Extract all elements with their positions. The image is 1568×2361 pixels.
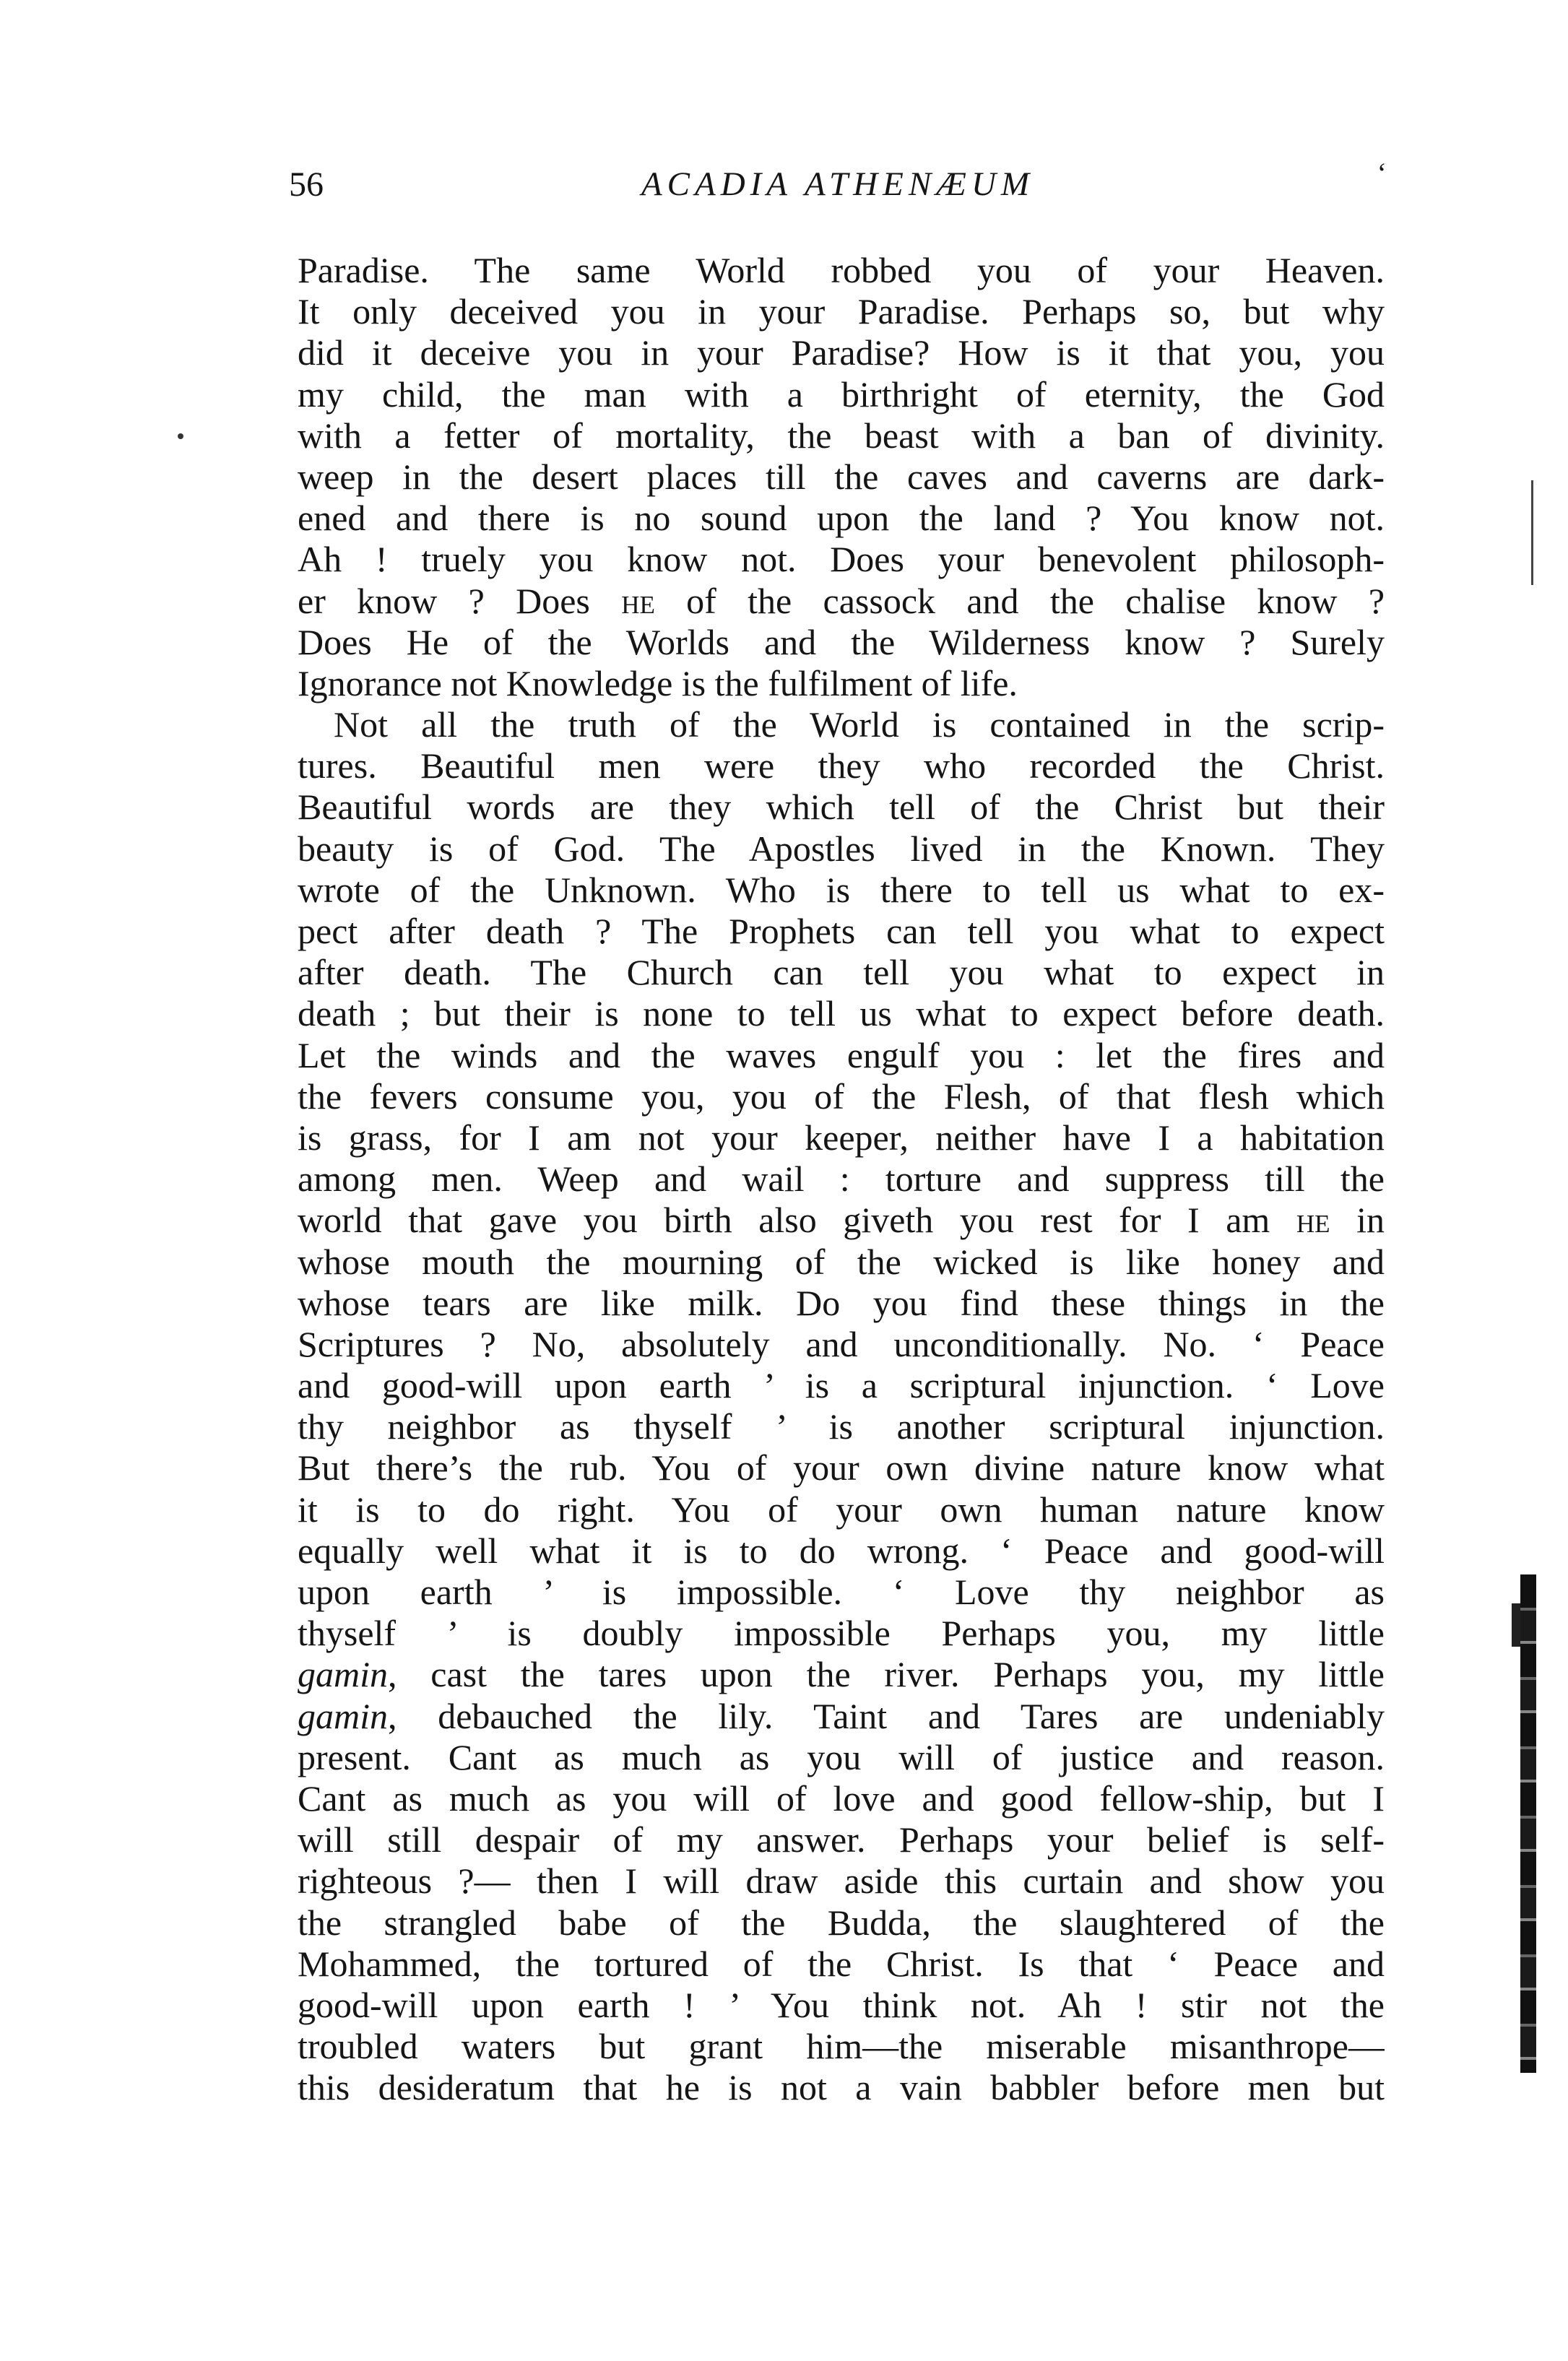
text-run: Beautiful words are they which tell of the Christ but their	[298, 787, 1385, 828]
italic-word: gamin	[298, 1695, 388, 1736]
text-line	[298, 1944, 1385, 1985]
text-line	[298, 787, 1385, 828]
text-line	[298, 539, 1385, 580]
text-run: Let the winds and the waves engulf you : let the fires and	[298, 1034, 1385, 1075]
text-run: ened and there is no sound upon the land ? You know not.	[298, 498, 1385, 539]
text-line	[298, 2067, 1385, 2108]
text-line	[298, 1406, 1385, 1447]
margin-tick	[1531, 480, 1533, 585]
text-run: equally well what it is to do wrong. ‘ Peace and good-will	[298, 1530, 1385, 1571]
running-head: ACADIA ATHENÆUM	[641, 165, 1035, 203]
text-run: present. Cant as much as you will of justice and reason.	[298, 1736, 1385, 1777]
text-line	[298, 1819, 1385, 1860]
text-line	[298, 704, 1385, 745]
text-run: Does He of the Worlds and the Wilderness know ? Surely	[298, 621, 1385, 662]
text-run: with a fetter of mortality, the beast with a ban of divinity.	[298, 415, 1385, 456]
text-line	[298, 1365, 1385, 1406]
text-line	[298, 911, 1385, 952]
text-line	[298, 1158, 1385, 1200]
text-run: upon earth ’ is impossible. ‘ Love thy neighbor as	[298, 1572, 1385, 1612]
text-run: righteous ?— then I will draw aside this curtain and show you	[298, 1860, 1385, 1902]
text-line	[298, 828, 1385, 870]
text-run: Ignorance not Knowledge is the fulfilment of life.	[298, 662, 1018, 703]
text-line	[298, 581, 1385, 622]
text-line	[298, 1902, 1385, 1944]
text-run: will still despair of my answer. Perhaps your belief is self-	[298, 1819, 1385, 1860]
text-run: after death. The Church can tell you what to expect in	[298, 952, 1385, 993]
text-run: my child, the man with a birthright of eternity, the God	[298, 373, 1385, 415]
text-run: wrote of the Unknown. Who is there to tell us what to ex-	[298, 869, 1385, 910]
text-line	[298, 1737, 1385, 1778]
text-line	[298, 1654, 1385, 1695]
small-caps-word: he	[1296, 1200, 1330, 1241]
text-run: pect after death ? The Prophets can tell you what to expect	[298, 911, 1385, 951]
page-number: 56	[289, 165, 324, 204]
text-run: and good-will upon earth ’ is a scriptural injunction. ‘ Love	[298, 1365, 1385, 1406]
text-run: er know ? Does	[298, 580, 622, 621]
text-run: good-will upon earth ! ’ You think not. Ah ! stir not the	[298, 1984, 1385, 2025]
text-line	[298, 1076, 1385, 1117]
text-line	[298, 622, 1385, 663]
text-line	[298, 993, 1385, 1034]
text-run: death ; but their is none to tell us what to expect before death.	[298, 993, 1385, 1034]
text-line	[298, 1242, 1385, 1283]
margin-dot	[178, 433, 183, 439]
text-run: the strangled babe of the Budda, the slaughtered of the	[298, 1902, 1385, 1943]
text-line	[298, 1035, 1385, 1076]
text-run: Cant as much as you will of love and good fellow-ship, but I	[298, 1777, 1385, 1819]
body-text	[298, 250, 1385, 2108]
text-run: whose tears are like milk. Do you find these things in the	[298, 1282, 1385, 1323]
text-run: Not all the truth of the World is contained in the scrip-	[298, 704, 1385, 745]
text-line	[298, 291, 1385, 332]
text-run: Scriptures ? No, absolutely and unconditionally. No. ‘ Peace	[298, 1323, 1385, 1364]
text-run: in	[1330, 1200, 1385, 1241]
text-run: did it deceive you in your Paradise? How is it that you, you	[298, 332, 1385, 373]
text-run: Paradise. The same World robbed you of your Heaven.	[298, 250, 1385, 290]
text-run: whose mouth the mourning of the wicked is like honey and	[298, 1241, 1385, 1282]
page-edge-nub	[1512, 1603, 1520, 1647]
text-run: Mohammed, the tortured of the Christ. Is that ‘ Peace and	[298, 1943, 1385, 1984]
text-run: , cast the tares upon the river. Perhaps you, my little	[388, 1654, 1385, 1695]
text-run: is grass, for I am not your keeper, neither have I a habitation	[298, 1117, 1385, 1158]
text-line	[298, 952, 1385, 993]
text-line	[298, 1778, 1385, 1819]
text-run: But there’s the rub. You of your own divine nature know what	[298, 1447, 1385, 1489]
italic-word: gamin	[298, 1654, 388, 1695]
text-run: troubled waters but grant him—the miserable misanthrope—	[298, 2026, 1385, 2067]
page-edge-binding	[1520, 1574, 1536, 2073]
text-run: , debauched the lily. Taint and Tares are undeniably	[388, 1695, 1385, 1736]
text-line	[298, 456, 1385, 498]
text-line	[298, 1572, 1385, 1613]
text-line	[298, 2026, 1385, 2067]
text-run: thy neighbor as thyself ’ is another scriptural injunction.	[298, 1406, 1385, 1447]
page-header	[289, 157, 1387, 230]
text-run: thyself ’ is doubly impossible Perhaps you, my little	[298, 1613, 1385, 1654]
text-line	[298, 1985, 1385, 2026]
text-line	[298, 498, 1385, 539]
text-line	[298, 663, 1385, 704]
header-mark: ‘	[1377, 157, 1387, 189]
text-line	[298, 415, 1385, 456]
text-run: of the cassock and the chalise know ?	[654, 580, 1385, 621]
text-line	[298, 1530, 1385, 1572]
text-run: It only deceived you in your Paradise. Perhaps so, but why	[298, 291, 1385, 332]
text-run: the fevers consume you, you of the Flesh, of that flesh which	[298, 1075, 1385, 1117]
text-line	[298, 1613, 1385, 1654]
text-run: it is to do right. You of your own human nature know	[298, 1489, 1385, 1530]
text-run: tures. Beautiful men were they who recorded the Christ.	[298, 745, 1385, 787]
text-line	[298, 1324, 1385, 1365]
text-line	[298, 1117, 1385, 1158]
small-caps-word: he	[621, 580, 655, 621]
text-line	[298, 1200, 1385, 1241]
text-line	[298, 332, 1385, 373]
text-line	[298, 1283, 1385, 1324]
text-line	[298, 1447, 1385, 1489]
text-line	[298, 374, 1385, 415]
text-run: this desideratum that he is not a vain babbler before men but	[298, 2067, 1385, 2108]
text-line	[298, 1696, 1385, 1737]
text-run: weep in the desert places till the caves and caverns are dark-	[298, 456, 1385, 497]
text-line	[298, 1489, 1385, 1530]
text-line	[298, 250, 1385, 291]
text-run: world that gave you birth also giveth you rest for I am	[298, 1200, 1296, 1241]
text-line	[298, 1860, 1385, 1902]
text-run: among men. Weep and wail : torture and suppress till the	[298, 1158, 1385, 1200]
text-line	[298, 870, 1385, 911]
text-run: Ah ! truely you know not. Does your benevolent philosoph-	[298, 539, 1385, 580]
text-line	[298, 745, 1385, 787]
text-run: beauty is of God. The Apostles lived in the Known. They	[298, 828, 1385, 869]
